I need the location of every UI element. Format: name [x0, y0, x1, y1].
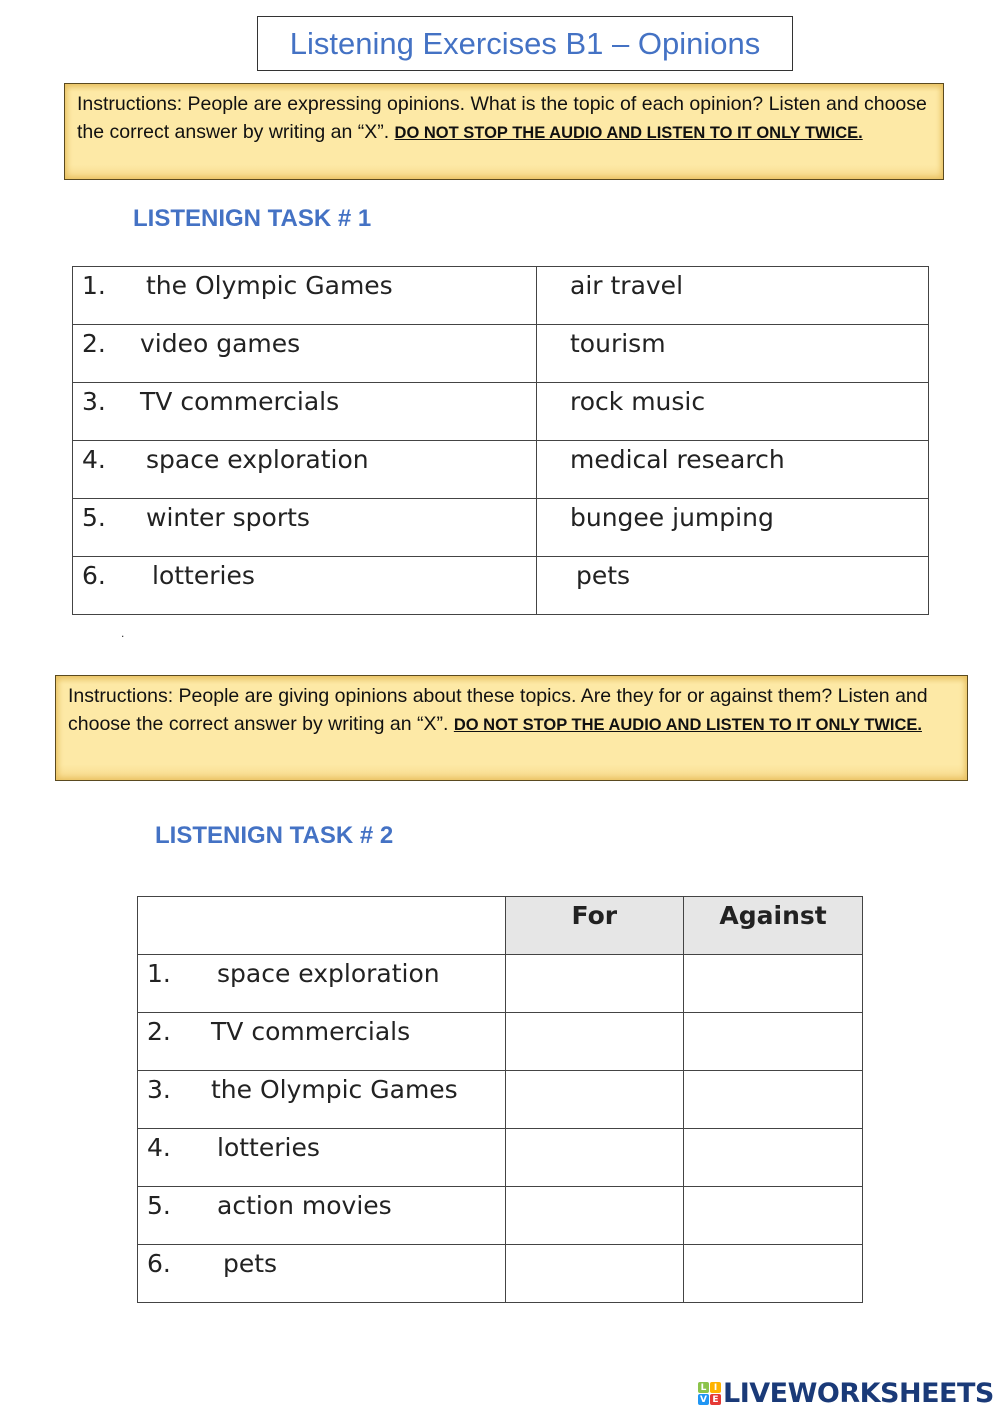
- for-answer-cell[interactable]: [505, 1187, 684, 1245]
- task1-option-left[interactable]: [73, 383, 537, 441]
- row-number: 5.: [82, 503, 106, 532]
- task2-instructions: [55, 675, 968, 781]
- topic-cell: [138, 1245, 506, 1303]
- task1-option-right[interactable]: [537, 499, 929, 557]
- for-answer-cell[interactable]: [505, 1129, 684, 1187]
- page-title: Listening Exercises B1 – Opinions: [257, 16, 793, 71]
- row-number: 3.: [147, 1075, 171, 1104]
- badge-letter: L: [698, 1382, 709, 1393]
- topic-cell: [138, 1187, 506, 1245]
- topic-label: TV commercials: [211, 1017, 411, 1046]
- row-number: 4.: [82, 445, 106, 474]
- task2-title: LISTENIGN TASK # 2: [155, 822, 394, 849]
- topic-label: space exploration: [146, 445, 369, 474]
- against-answer-cell[interactable]: [684, 1013, 863, 1071]
- live-badge-icon: [698, 1382, 721, 1405]
- row-number: 6.: [147, 1249, 171, 1278]
- topic-label: air travel: [570, 271, 684, 300]
- stray-mark: .: [121, 626, 125, 640]
- task1-instructions-text: Instructions: People are expressing opinions. What is the topic of each opinion? Listen and choose the correct answer by writing an “X”.: [77, 93, 927, 143]
- task1-option-right[interactable]: [537, 383, 929, 441]
- header-against: Against: [684, 897, 863, 955]
- task1-instructions: [64, 83, 944, 180]
- topic-label: rock music: [570, 387, 706, 416]
- row-number: 2.: [82, 329, 106, 358]
- table-row: [73, 267, 929, 325]
- row-number: 2.: [147, 1017, 171, 1046]
- row-number: 5.: [147, 1191, 171, 1220]
- table-row: [73, 325, 929, 383]
- topic-label: tourism: [570, 329, 666, 358]
- against-answer-cell[interactable]: [684, 1187, 863, 1245]
- topic-label: TV commercials: [140, 387, 340, 416]
- topic-label: winter sports: [146, 503, 310, 532]
- task1-option-left[interactable]: [73, 325, 537, 383]
- badge-letter: E: [710, 1394, 721, 1405]
- table-row: [138, 1013, 863, 1071]
- task1-title: LISTENIGN TASK # 1: [133, 205, 372, 232]
- header-for: For: [505, 897, 684, 955]
- table-row: [138, 1129, 863, 1187]
- task1-option-left[interactable]: [73, 557, 537, 615]
- task2-instructions-warning: DO NOT STOP THE AUDIO AND LISTEN TO IT ONLY TWICE.: [453, 716, 922, 734]
- for-answer-cell[interactable]: [505, 1071, 684, 1129]
- row-number: 6.: [82, 561, 106, 590]
- for-answer-cell[interactable]: [505, 955, 684, 1013]
- row-number: 4.: [147, 1133, 171, 1162]
- topic-label: video games: [140, 329, 301, 358]
- task1-option-right[interactable]: [537, 267, 929, 325]
- topic-label: medical research: [570, 445, 785, 474]
- table-row: [73, 383, 929, 441]
- against-answer-cell[interactable]: [684, 1129, 863, 1187]
- task2-instructions-text: Instructions: People are giving opinions about these topics. Are they for or against them? Listen and choose the correct answer by writing an “X”.: [68, 685, 928, 735]
- table-row: [138, 1071, 863, 1129]
- topic-label: pets: [576, 561, 631, 590]
- badge-letter: V: [698, 1394, 709, 1405]
- task1-option-right[interactable]: [537, 557, 929, 615]
- row-number: 1.: [82, 271, 106, 300]
- for-answer-cell[interactable]: [505, 1013, 684, 1071]
- task2-table: [137, 896, 863, 1303]
- table-row: [138, 1245, 863, 1303]
- against-answer-cell[interactable]: [684, 1245, 863, 1303]
- task1-option-right[interactable]: [537, 325, 929, 383]
- header-blank: [138, 897, 506, 955]
- row-number: 3.: [82, 387, 106, 416]
- for-answer-cell[interactable]: [505, 1245, 684, 1303]
- against-answer-cell[interactable]: [684, 955, 863, 1013]
- against-answer-cell[interactable]: [684, 1071, 863, 1129]
- task1-option-left[interactable]: [73, 441, 537, 499]
- table-row: [73, 499, 929, 557]
- topic-cell: [138, 1013, 506, 1071]
- topic-label: space exploration: [217, 959, 440, 988]
- table-row: [73, 441, 929, 499]
- row-number: 1.: [147, 959, 171, 988]
- logo-text: LIVEWORKSHEETS: [723, 1378, 994, 1409]
- topic-cell: [138, 955, 506, 1013]
- task1-instructions-warning: DO NOT STOP THE AUDIO AND LISTEN TO IT ONLY TWICE.: [394, 124, 863, 142]
- table-row: [138, 955, 863, 1013]
- task1-option-left[interactable]: [73, 499, 537, 557]
- task1-option-right[interactable]: [537, 441, 929, 499]
- task1-option-left[interactable]: [73, 267, 537, 325]
- liveworksheets-logo[interactable]: [698, 1378, 994, 1409]
- topic-label: the Olympic Games: [211, 1075, 458, 1104]
- table-row: [73, 557, 929, 615]
- badge-letter: I: [710, 1382, 721, 1393]
- topic-label: pets: [223, 1249, 278, 1278]
- topic-cell: [138, 1071, 506, 1129]
- topic-label: the Olympic Games: [146, 271, 393, 300]
- task1-table: [72, 266, 929, 615]
- topic-label: bungee jumping: [570, 503, 774, 532]
- topic-label: action movies: [217, 1191, 392, 1220]
- topic-label: lotteries: [217, 1133, 320, 1162]
- topic-label: lotteries: [152, 561, 255, 590]
- table-header-row: [138, 897, 863, 955]
- topic-cell: [138, 1129, 506, 1187]
- table-row: [138, 1187, 863, 1245]
